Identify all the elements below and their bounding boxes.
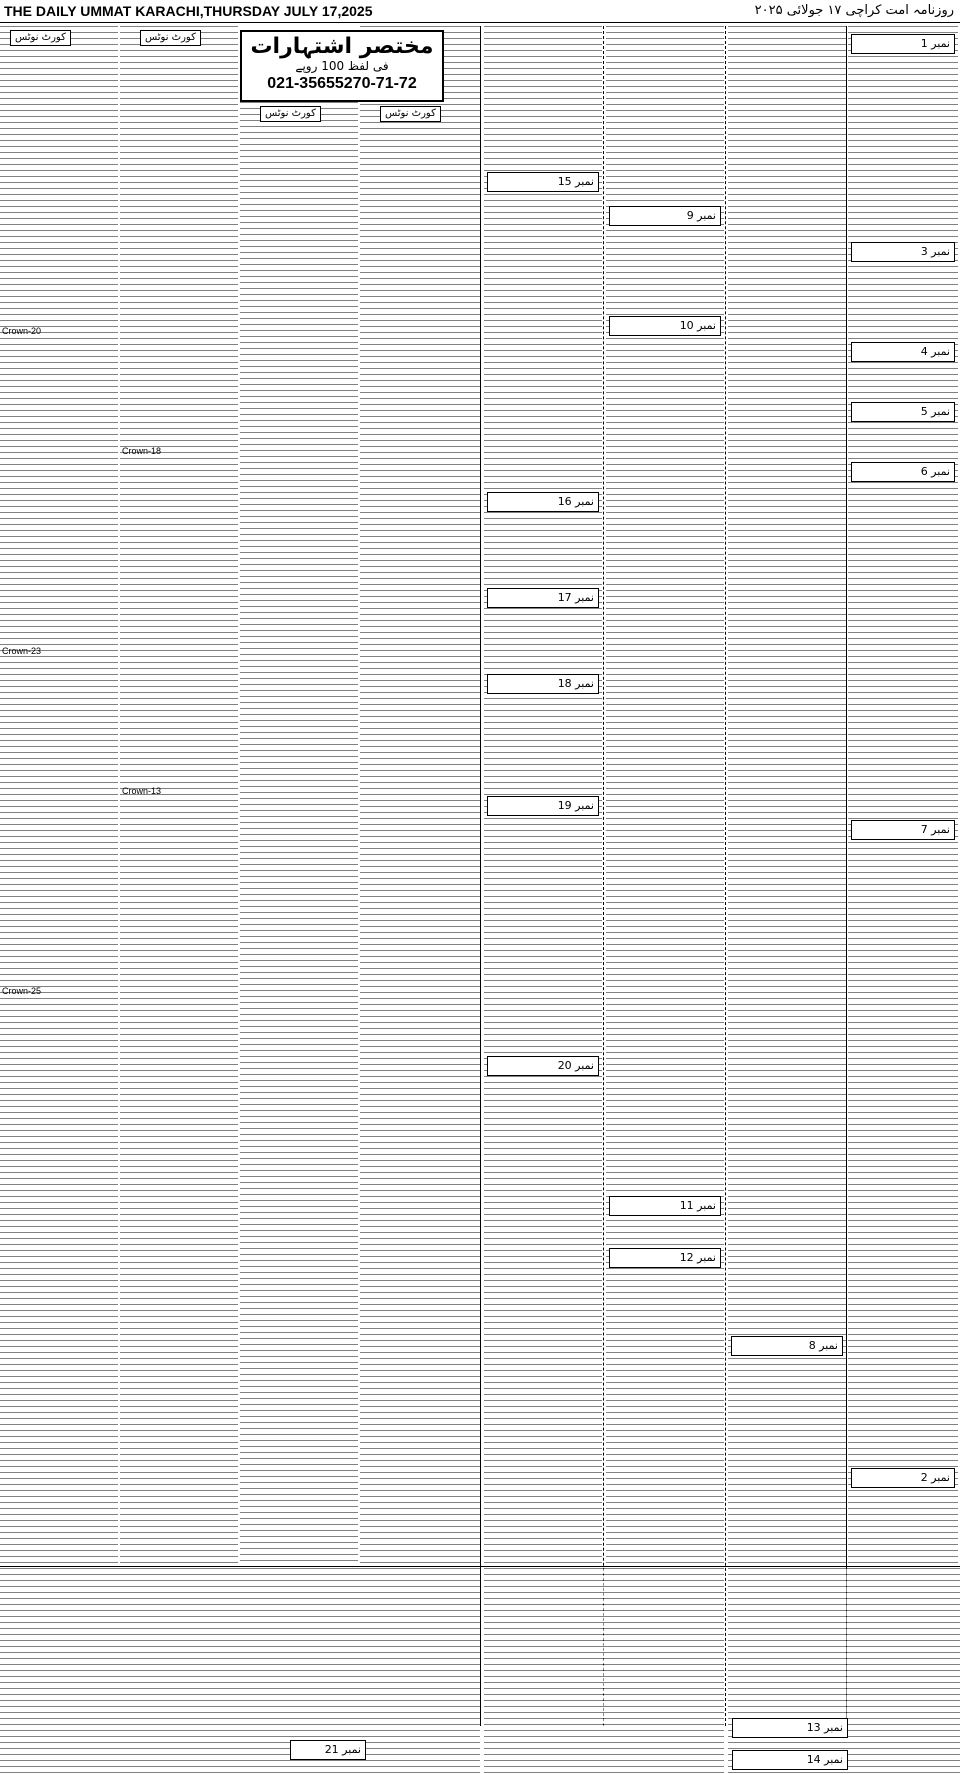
page-header <box>0 0 960 23</box>
section-1: نمبر 1 <box>851 34 955 54</box>
section-19: نمبر 19 <box>487 796 599 816</box>
crown-tag: Crown-18 <box>122 446 162 456</box>
court-notice-header: کورٹ نوٹس <box>380 106 441 122</box>
classifieds-column-4 <box>360 26 480 1566</box>
section-2: نمبر 2 <box>851 1468 955 1488</box>
section-7: نمبر 7 <box>851 820 955 840</box>
bottom-news-1 <box>484 1568 724 1774</box>
section-15: نمبر 15 <box>487 172 599 192</box>
classified-title: مختصر اشتہارات <box>250 34 434 59</box>
crown-tag: Crown-13 <box>122 786 162 796</box>
bottom-left-ads <box>0 1568 480 1774</box>
classifieds-column-1 <box>0 26 118 1566</box>
section-9: نمبر 9 <box>609 206 721 226</box>
newspaper-page <box>0 26 960 1774</box>
header-title-left: THE DAILY UMMAT KARACHI,THURSDAY JULY 17,2025 <box>4 3 373 19</box>
section-8: نمبر 8 <box>731 1336 843 1356</box>
classifieds-column-3 <box>240 102 358 1566</box>
court-notice-header: کورٹ نوٹس <box>140 30 201 46</box>
crown-tag: Crown-20 <box>2 326 42 336</box>
section-13: نمبر 13 <box>732 1718 848 1738</box>
crown-tag: Crown-23 <box>2 646 42 656</box>
section-6: نمبر 6 <box>851 462 955 482</box>
crown-tag: Crown-25 <box>2 986 42 996</box>
section-18: نمبر 18 <box>487 674 599 694</box>
section-11: نمبر 11 <box>609 1196 721 1216</box>
section-4: نمبر 4 <box>851 342 955 362</box>
court-notice-header: کورٹ نوٹس <box>10 30 71 46</box>
court-notice-header: کورٹ نوٹس <box>260 106 321 122</box>
header-title-right: روزنامہ امت کراچی ۱۷ جولائی ۲۰۲۵ <box>754 3 954 18</box>
section-3: نمبر 3 <box>851 242 955 262</box>
news-column-a <box>484 26 602 1566</box>
classified-rate: فی لفظ 100 روپے <box>295 59 389 73</box>
section-21: نمبر 21 <box>290 1740 366 1760</box>
news-column-b <box>606 26 724 1566</box>
classified-phone: 021-35655270-71-72 <box>267 75 417 92</box>
bottom-news-2 <box>728 1568 960 1774</box>
section-20: نمبر 20 <box>487 1056 599 1076</box>
bottom-strip <box>0 1568 960 1774</box>
section-14: نمبر 14 <box>732 1750 848 1770</box>
classified-ads-box <box>240 30 444 102</box>
section-5: نمبر 5 <box>851 402 955 422</box>
news-column-c <box>728 26 846 1566</box>
section-10: نمبر 10 <box>609 316 721 336</box>
section-17: نمبر 17 <box>487 588 599 608</box>
news-column-d <box>848 26 958 1566</box>
section-16: نمبر 16 <box>487 492 599 512</box>
classifieds-column-2 <box>120 26 238 1566</box>
section-12: نمبر 12 <box>609 1248 721 1268</box>
